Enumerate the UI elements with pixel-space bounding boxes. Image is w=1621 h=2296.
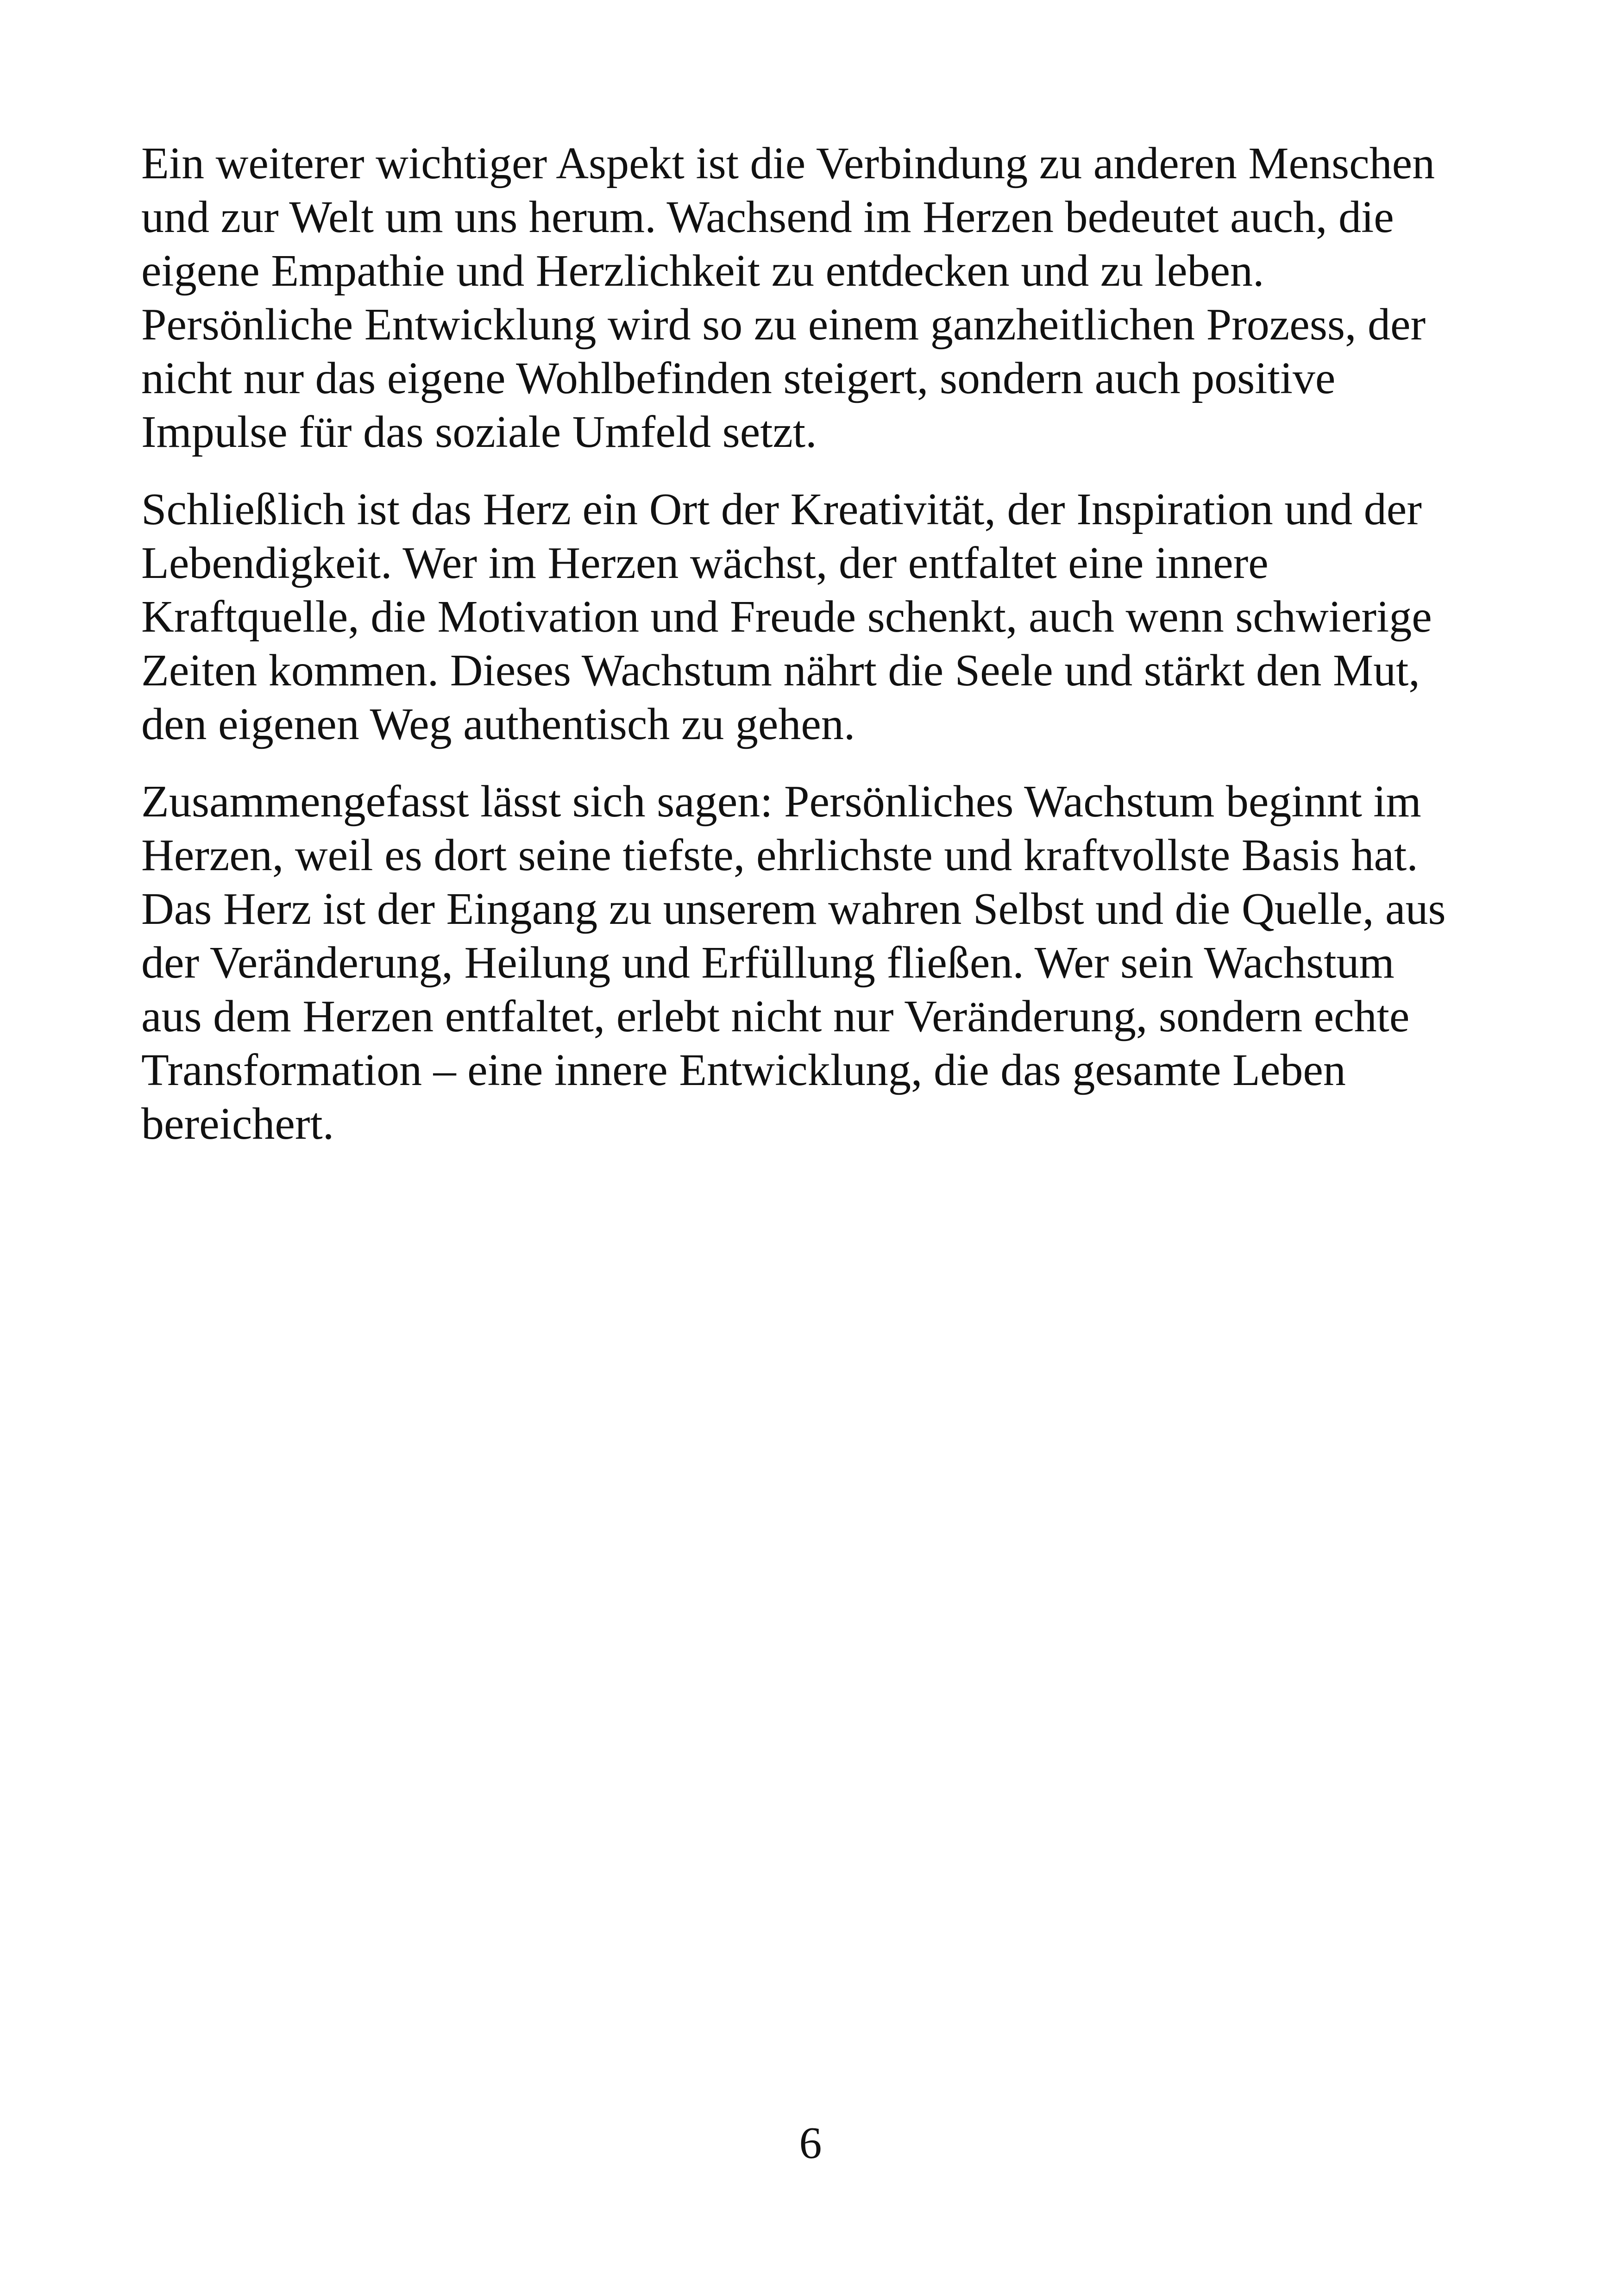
text-line: Ein weiterer wichtiger Aspekt ist die Verbindung zu anderen Menschen: [141, 138, 1435, 188]
body-text: [141, 137, 1494, 1151]
text-line: aus dem Herzen entfaltet, erlebt nicht nur Veränderung, sondern echte: [141, 991, 1410, 1041]
paragraph-spacer: [141, 751, 1494, 775]
text-line: eigene Empathie und Herzlichkeit zu entdecken und zu leben.: [141, 246, 1264, 296]
text-line: bereichert.: [141, 1099, 334, 1149]
text-line: Zusammengefasst lässt sich sagen: Persönliches Wachstum beginnt im: [141, 777, 1421, 827]
text-line: Kraftquelle, die Motivation und Freude schenkt, auch wenn schwierige: [141, 592, 1432, 642]
text-line: nicht nur das eigene Wohlbefinden steigert, sondern auch positive: [141, 353, 1336, 403]
text-line: Zeiten kommen. Dieses Wachstum nährt die Seele und stärkt den Mut,: [141, 646, 1420, 696]
text-line: den eigenen Weg authentisch zu gehen.: [141, 699, 855, 749]
text-line: Herzen, weil es dort seine tiefste, ehrlichste und kraftvollste Basis hat.: [141, 830, 1418, 880]
text-line: der Veränderung, Heilung und Erfüllung fließen. Wer sein Wachstum: [141, 938, 1395, 988]
text-line: Persönliche Entwicklung wird so zu einem ganzheitlichen Prozess, der: [141, 300, 1426, 350]
text-line: Lebendigkeit. Wer im Herzen wächst, der entfaltet eine innere: [141, 538, 1269, 588]
text-line: Das Herz ist der Eingang zu unserem wahren Selbst und die Quelle, aus: [141, 884, 1446, 934]
text-line: und zur Welt um uns herum. Wachsend im Herzen bedeutet auch, die: [141, 192, 1394, 242]
paragraph-2: [141, 483, 1494, 751]
text-line: Impulse für das soziale Umfeld setzt.: [141, 407, 817, 457]
page-number: 6: [799, 2118, 822, 2168]
text-line: Transformation – eine innere Entwicklung, die das gesamte Leben: [141, 1045, 1346, 1095]
paragraph-spacer: [141, 459, 1494, 483]
text-line: Schließlich ist das Herz ein Ort der Kreativität, der Inspiration und der: [141, 484, 1422, 534]
paragraph-3: [141, 775, 1494, 1151]
paragraph-1: [141, 137, 1494, 459]
